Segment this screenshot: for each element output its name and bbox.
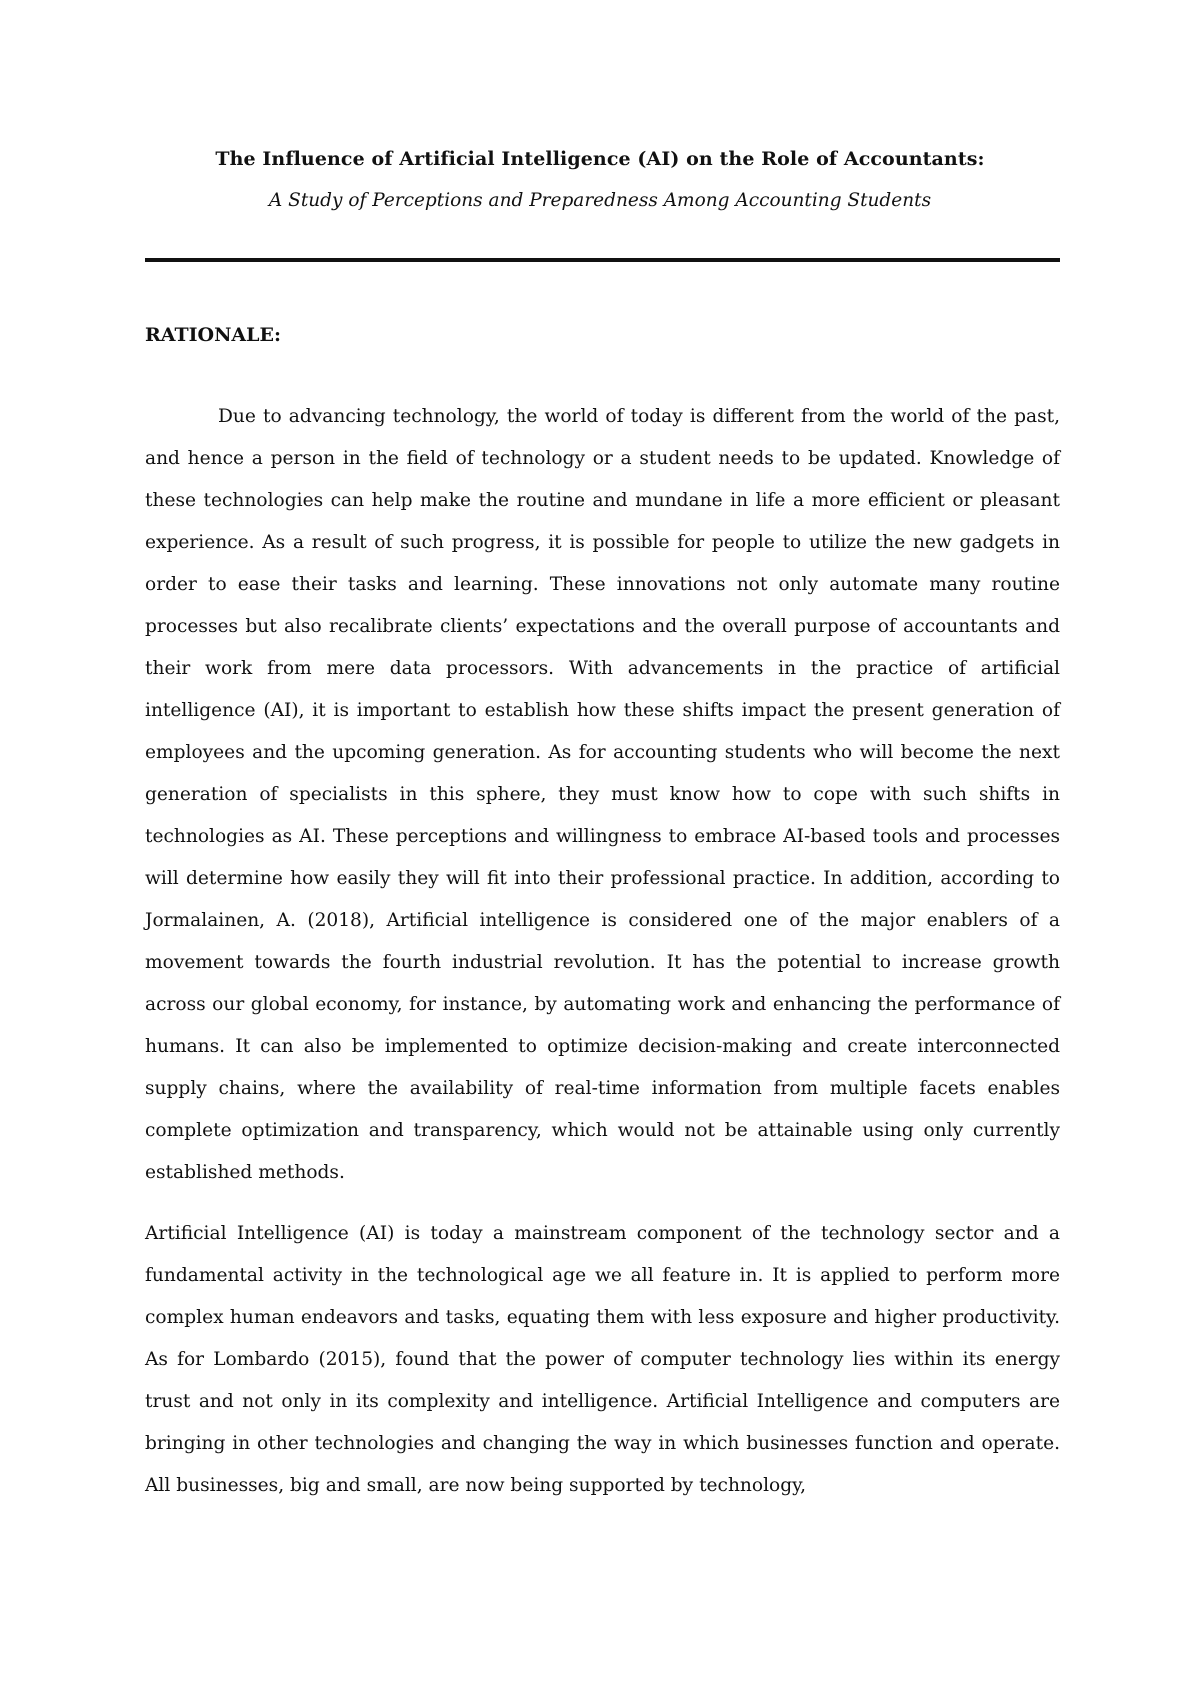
document-title: The Influence of Artificial Intelligence (AI) on the Role of Accountants: bbox=[215, 148, 985, 170]
document-subtitle: A Study of Perceptions and Preparedness Among Accounting Students bbox=[268, 190, 932, 211]
title-divider bbox=[145, 258, 1060, 262]
rationale-paragraph-2: Artificial Intelligence (AI) is today a mainstream component of the technology sector and a fundamental activity in the technological age we all feature in. It is applied to perform more complex human endeavors and tasks, equating them with less exposure and higher productivity. As for Lombardo (2015), found that the power of computer technology lies within its energy trust and not only in its complexity and intelligence. Artificial Intelligence and computers are bringing in other technologies and changing the way in which businesses function and operate. All businesses, big and small, are now being supported by technology, bbox=[145, 1223, 1060, 1496]
rationale-paragraph-1: Due to advancing technology, the world of today is different from the world of the past, and hence a person in the field of technology or a student needs to be updated. Knowledge of these technologies can help make the routine and mundane in life a more efficient or pleasant experience. As a result of such progress, it is possible for people to utilize the new gadgets in order to ease their tasks and learning. These innovations not only automate many routine processes but also recalibrate clients’ expectations and the overall purpose of accountants and their work from mere data processors. With advancements in the practice of artificial intelligence (AI), it is important to establish how these shifts impact the present generation of employees and the upcoming generation. As for accounting students who will become the next generation of specialists in this sphere, they must know how to cope with such shifts in technologies as AI. These perceptions and willingness to embrace AI-based tools and processes will determine how easily they will fit into their professional practice. In addition, according to Jormalainen, A. (2018), Artificial intelligence is considered one of the major enablers of a movement towards the fourth industrial revolution. It has the potential to increase growth across our global economy, for instance, by automating work and enhancing the performance of humans. It can also be implemented to optimize decision-making and create interconnected supply chains, where the availability of real-time information from multiple facets enables complete optimization and transparency, which would not be attainable using only currently established methods. bbox=[145, 406, 1060, 1183]
section-heading-rationale: RATIONALE: bbox=[145, 324, 282, 346]
